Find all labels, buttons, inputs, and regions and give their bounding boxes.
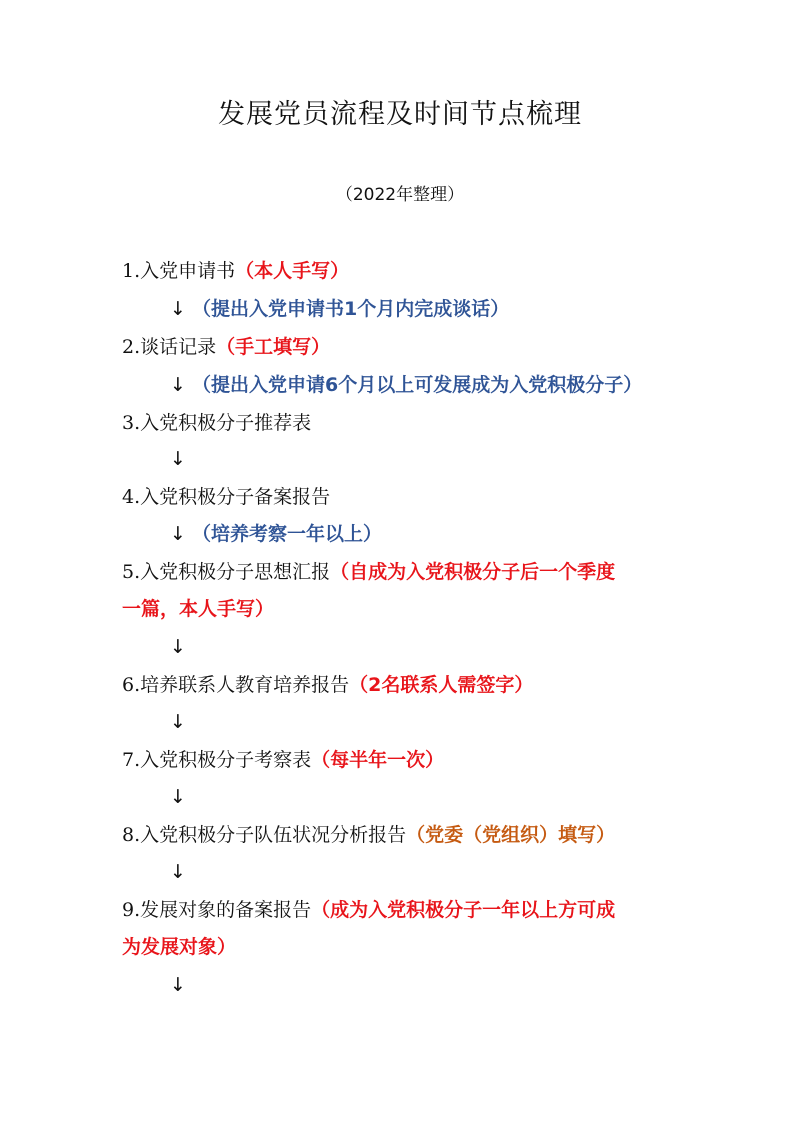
step-note: （本人手写）	[235, 260, 350, 282]
down-arrow-icon: ↓	[170, 861, 186, 883]
step-label: 5.入党积极分子思想汇报	[122, 561, 331, 583]
document-subtitle: （2022年整理）	[335, 185, 465, 205]
document-title: 发展党员流程及时间节点梳理	[218, 99, 582, 130]
step-note-continuation: 为发展对象）	[122, 936, 237, 958]
step-note: （党委（党组织）填写）	[406, 824, 616, 846]
down-arrow-icon: ↓	[170, 448, 186, 470]
down-arrow-icon: ↓	[170, 636, 186, 658]
step-7	[122, 747, 722, 773]
step-3	[122, 410, 722, 436]
arrow-note: （提出入党申请书1个月内完成谈话）	[192, 298, 510, 320]
arrow-6	[170, 709, 192, 735]
step-note: （每半年一次）	[311, 749, 445, 771]
step-label: 8.入党积极分子队伍状况分析报告	[122, 824, 407, 846]
step-note: （成为入党积极分子一年以上方可成	[311, 899, 616, 921]
step-label: 6.培养联系人教育培养报告	[122, 674, 350, 696]
step-5	[122, 559, 722, 585]
down-arrow-icon: ↓	[170, 711, 186, 733]
step-2	[122, 334, 722, 360]
down-arrow-icon: ↓	[170, 298, 186, 320]
arrow-2	[170, 372, 642, 398]
step-9	[122, 897, 722, 923]
arrow-3	[170, 446, 192, 472]
step-note-continuation: 一篇，本人手写）	[122, 598, 275, 620]
step-9-continuation	[122, 934, 722, 960]
down-arrow-icon: ↓	[170, 374, 186, 396]
step-6	[122, 672, 722, 698]
step-note: （自成为入党积极分子后一个季度	[330, 561, 616, 583]
step-label: 3.入党积极分子推荐表	[122, 412, 312, 434]
step-4	[122, 484, 722, 510]
down-arrow-icon: ↓	[170, 523, 186, 545]
step-label: 9.发展对象的备案报告	[122, 899, 312, 921]
down-arrow-icon: ↓	[170, 786, 186, 808]
step-5-continuation	[122, 596, 722, 622]
arrow-note: （提出入党申请6个月以上可发展成为入党积极分子）	[192, 374, 643, 396]
arrow-1	[170, 296, 509, 322]
arrow-note: （培养考察一年以上）	[192, 523, 383, 545]
step-label: 7.入党积极分子考察表	[122, 749, 312, 771]
down-arrow-icon: ↓	[170, 974, 186, 996]
arrow-8	[170, 859, 192, 885]
step-label: 1.入党申请书	[122, 260, 236, 282]
step-label: 4.入党积极分子备案报告	[122, 486, 331, 508]
step-label: 2.谈话记录	[122, 336, 217, 358]
arrow-7	[170, 784, 192, 810]
arrow-5	[170, 634, 192, 660]
arrow-9	[170, 972, 192, 998]
arrow-4	[170, 521, 382, 547]
step-note: （2名联系人需签字）	[349, 674, 534, 696]
step-note: （手工填写）	[216, 336, 331, 358]
step-8	[122, 822, 722, 848]
step-1	[122, 258, 722, 284]
